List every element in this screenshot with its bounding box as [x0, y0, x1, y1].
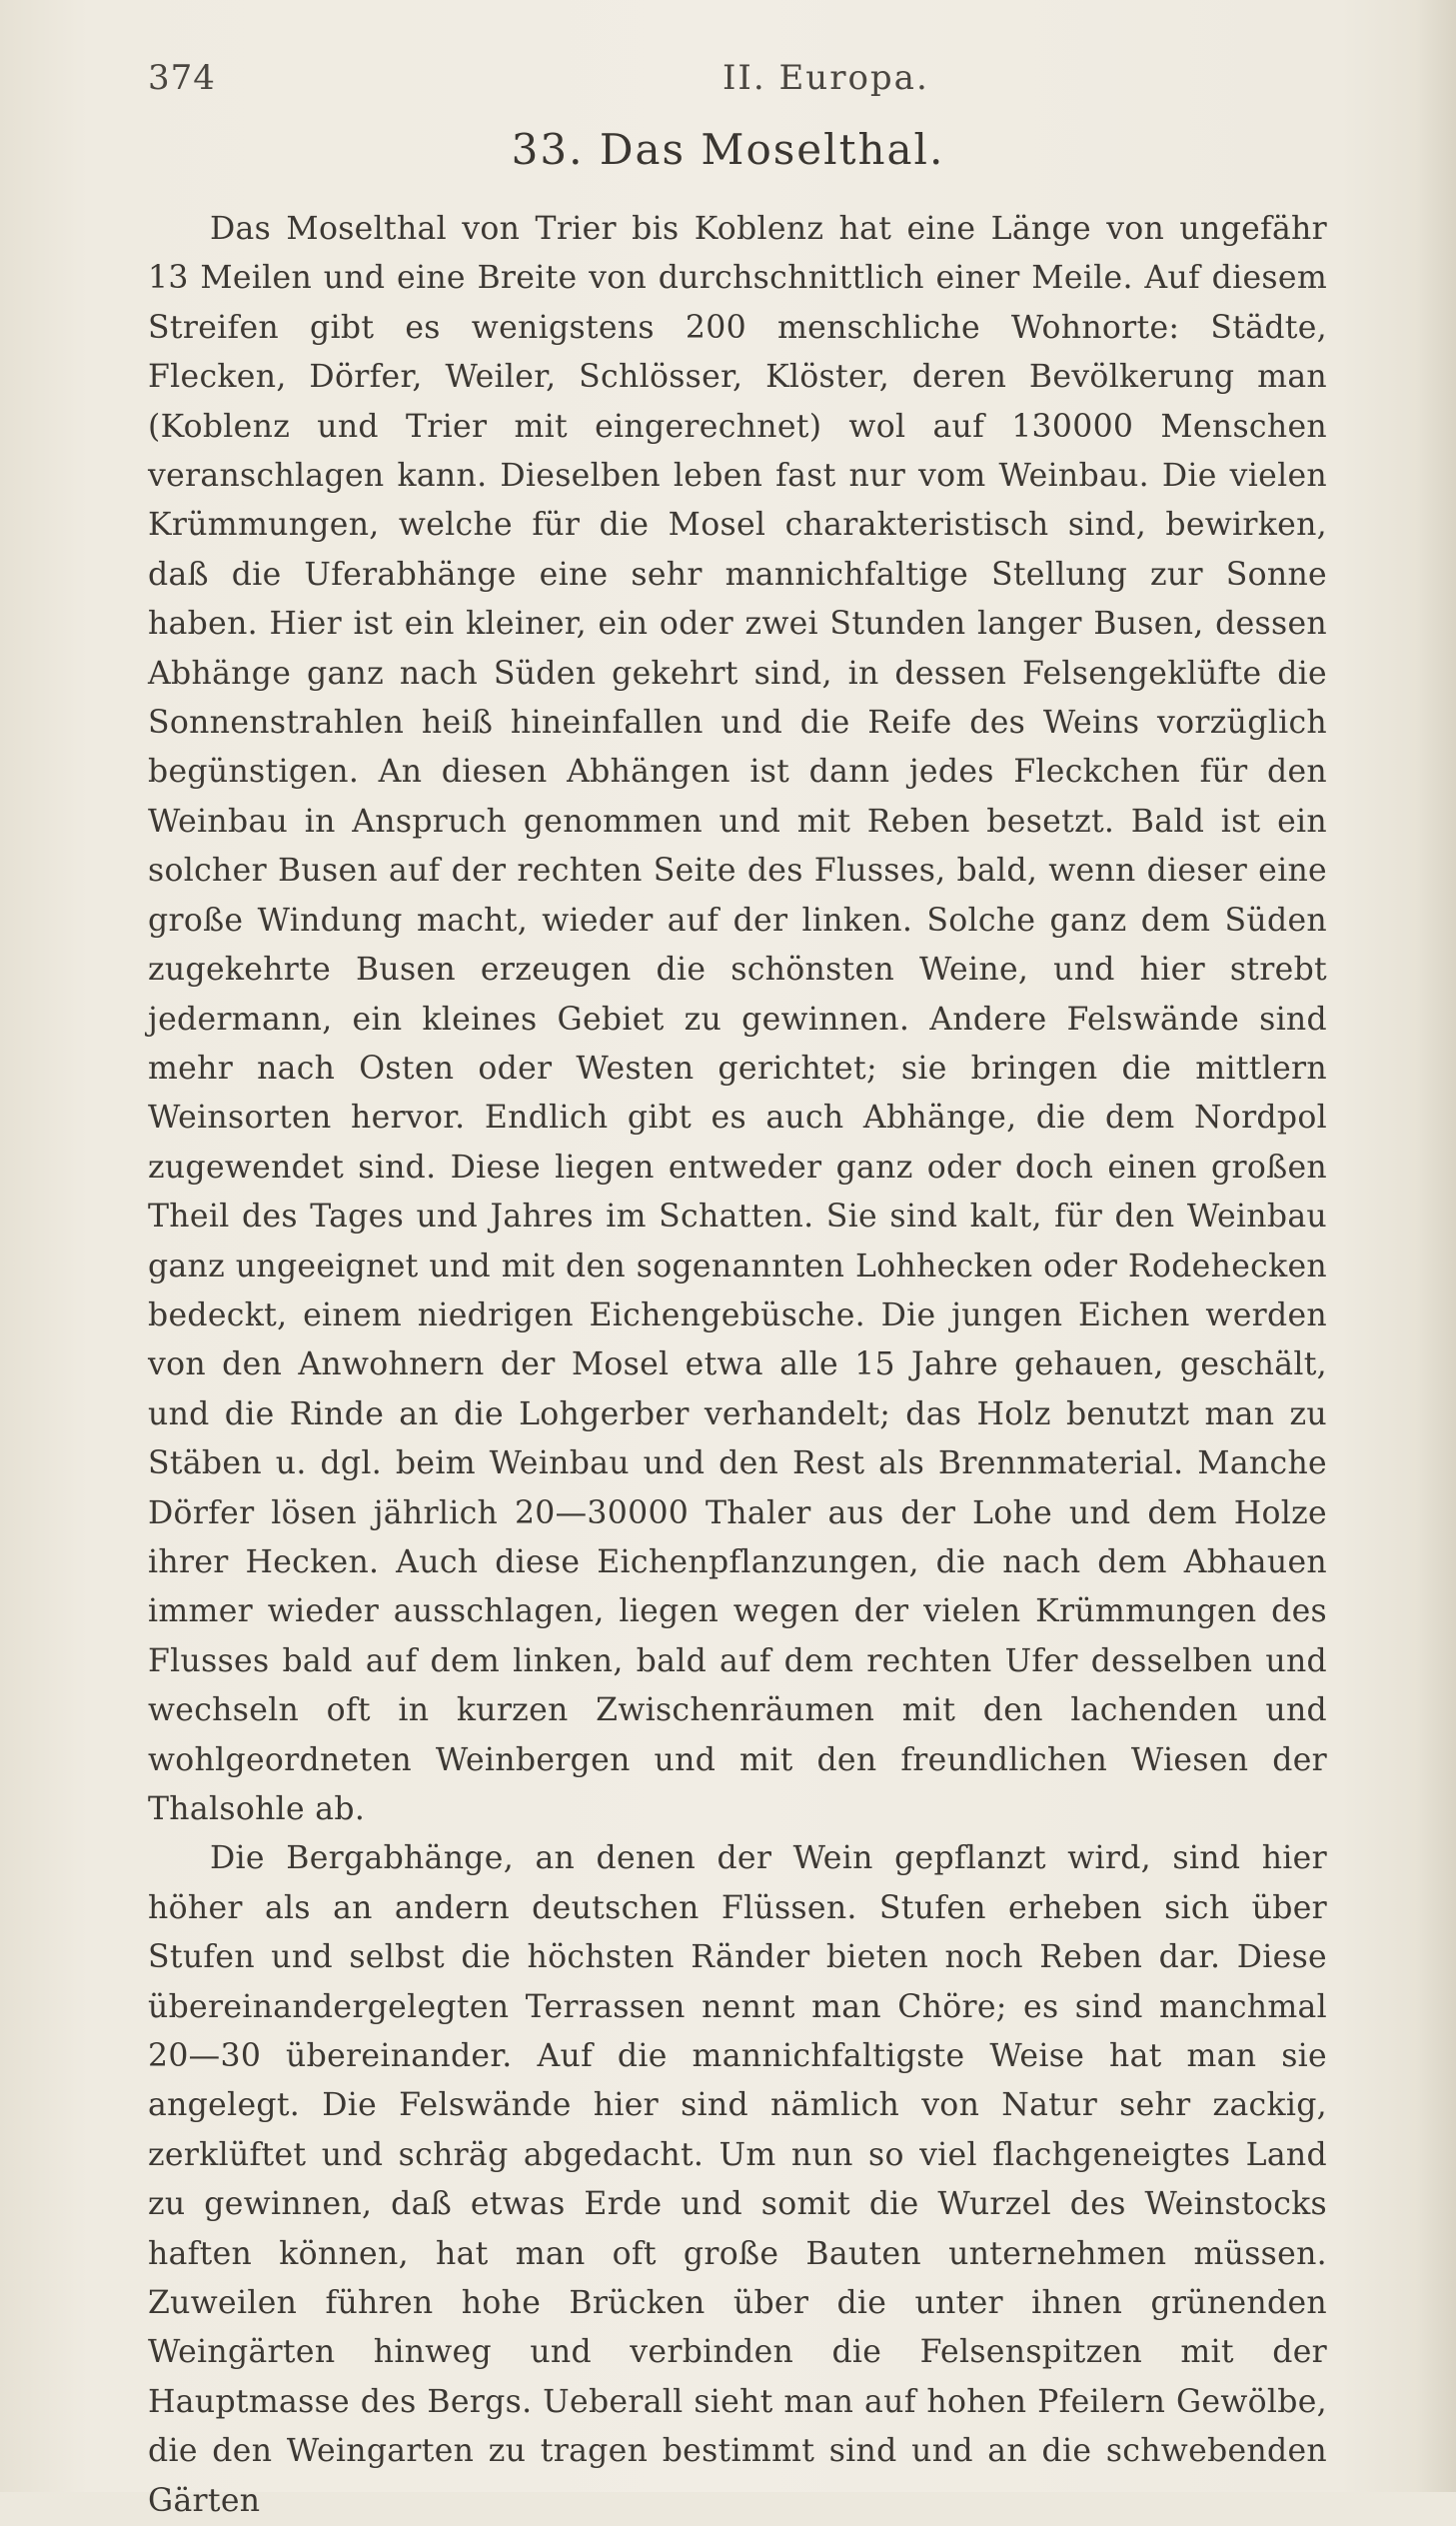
page-header: [148, 58, 1347, 118]
paragraph-2: Die Bergabhänge, an denen der Wein gepflanzt wird, sind hier höher als an andern deutschen Flüssen. Stufen erheben sich über Stufen und selbst die höchsten Ränder bieten noch Reben dar. Diese übereinandergelegten Terrassen nennt man Chöre; es sind manchmal 20—30 übereinander. Auf die mannichfaltigste Weise hat man sie angelegt. Die Felswände hier sind nämlich von Natur sehr zackig, zerklüftet und schräg abgedacht. Um nun so viel flachgeneigtes Land zu gewinnen, daß etwas Erde und somit die Wurzel des Weinstocks haften können, hat man oft große Bauten unternehmen müssen. Zuweilen führen hohe Brücken über die unter ihnen grünenden Weingärten hinweg und verbinden die Felsenspitzen mit der Hauptmasse des Bergs. Ueberall sieht man auf hohen Pfeilern Gewölbe, die den Weingarten zu tragen bestimmt sind und an die schwebenden Gärten: [148, 1840, 1327, 2519]
paragraph-1: Das Moselthal von Trier bis Koblenz hat eine Länge von ungefähr 13 Meilen und eine Breite von durchschnittlich einer Meile. Auf diesem Streifen gibt es wenigstens 200 menschliche Wohnorte: Städte, Flecken, Dörfer, Weiler, Schlösser, Klöster, deren Bevölkerung man (Koblenz und Trier mit eingerechnet) wol auf 130000 Menschen veranschlagen kann. Dieselben leben fast nur vom Weinbau. Die vielen Krümmungen, welche für die Mosel charakteristisch sind, bewirken, daß die Uferabhänge eine sehr mannichfaltige Stellung zur Sonne haben. Hier ist ein kleiner, ein oder zwei Stunden langer Busen, dessen Abhänge ganz nach Süden gekehrt sind, in dessen Felsengeklüfte die Sonnenstrahlen heiß hineinfallen und die Reife des Weins vorzüglich begünstigen. An diesen Abhängen ist dann jedes Fleckchen für den Weinbau in Anspruch genommen und mit Reben besetzt. Bald ist ein solcher Busen auf der rechten Seite des Flusses, bald, wenn dieser eine große Windung macht, wieder auf der linken. Solche ganz dem Süden zugekehrte Busen erzeugen die schönsten Weine, und hier strebt jedermann, ein kleines Gebiet zu gewinnen. Andere Felswände sind mehr nach Osten oder Westen gerichtet; sie bringen die mittlern Weinsorten hervor. Endlich gibt es auch Abhänge, die dem Nordpol zugewendet sind. Diese liegen entweder ganz oder doch einen großen Theil des Tages und Jahres im Schatten. Sie sind kalt, für den Weinbau ganz ungeeignet und mit den sogenannten Lohhecken oder Rodehecken bedeckt, einem niedrigen Eichengebüsche. Die jungen Eichen werden von den Anwohnern der Mosel etwa alle 15 Jahre gehauen, geschält, und die Rinde an die Lohgerber verhandelt; das Holz benutzt man zu Stäben u. dgl. beim Weinbau und den Rest als Brennmaterial. Manche Dörfer lösen jährlich 20—30000 Thaler aus der Lohe und dem Holze ihrer Hecken. Auch diese Eichenpflanzungen, die nach dem Abhauen immer wieder ausschlagen, liegen wegen der vielen Krümmungen des Flusses bald auf dem linken, bald auf dem rechten Ufer desselben und wechseln oft in kurzen Zwischenräumen mit den lachenden und wohlgeordneten Weinbergen und mit den freundlichen Wiesen der Thalsohle ab.: [148, 211, 1327, 1827]
body-text: [148, 205, 1327, 2526]
page-edge-shadow: [1416, 0, 1456, 2492]
running-head: II. Europa.: [723, 58, 929, 98]
section-title: 33. Das Moselthal.: [511, 125, 945, 174]
page-number: 374: [148, 58, 216, 98]
